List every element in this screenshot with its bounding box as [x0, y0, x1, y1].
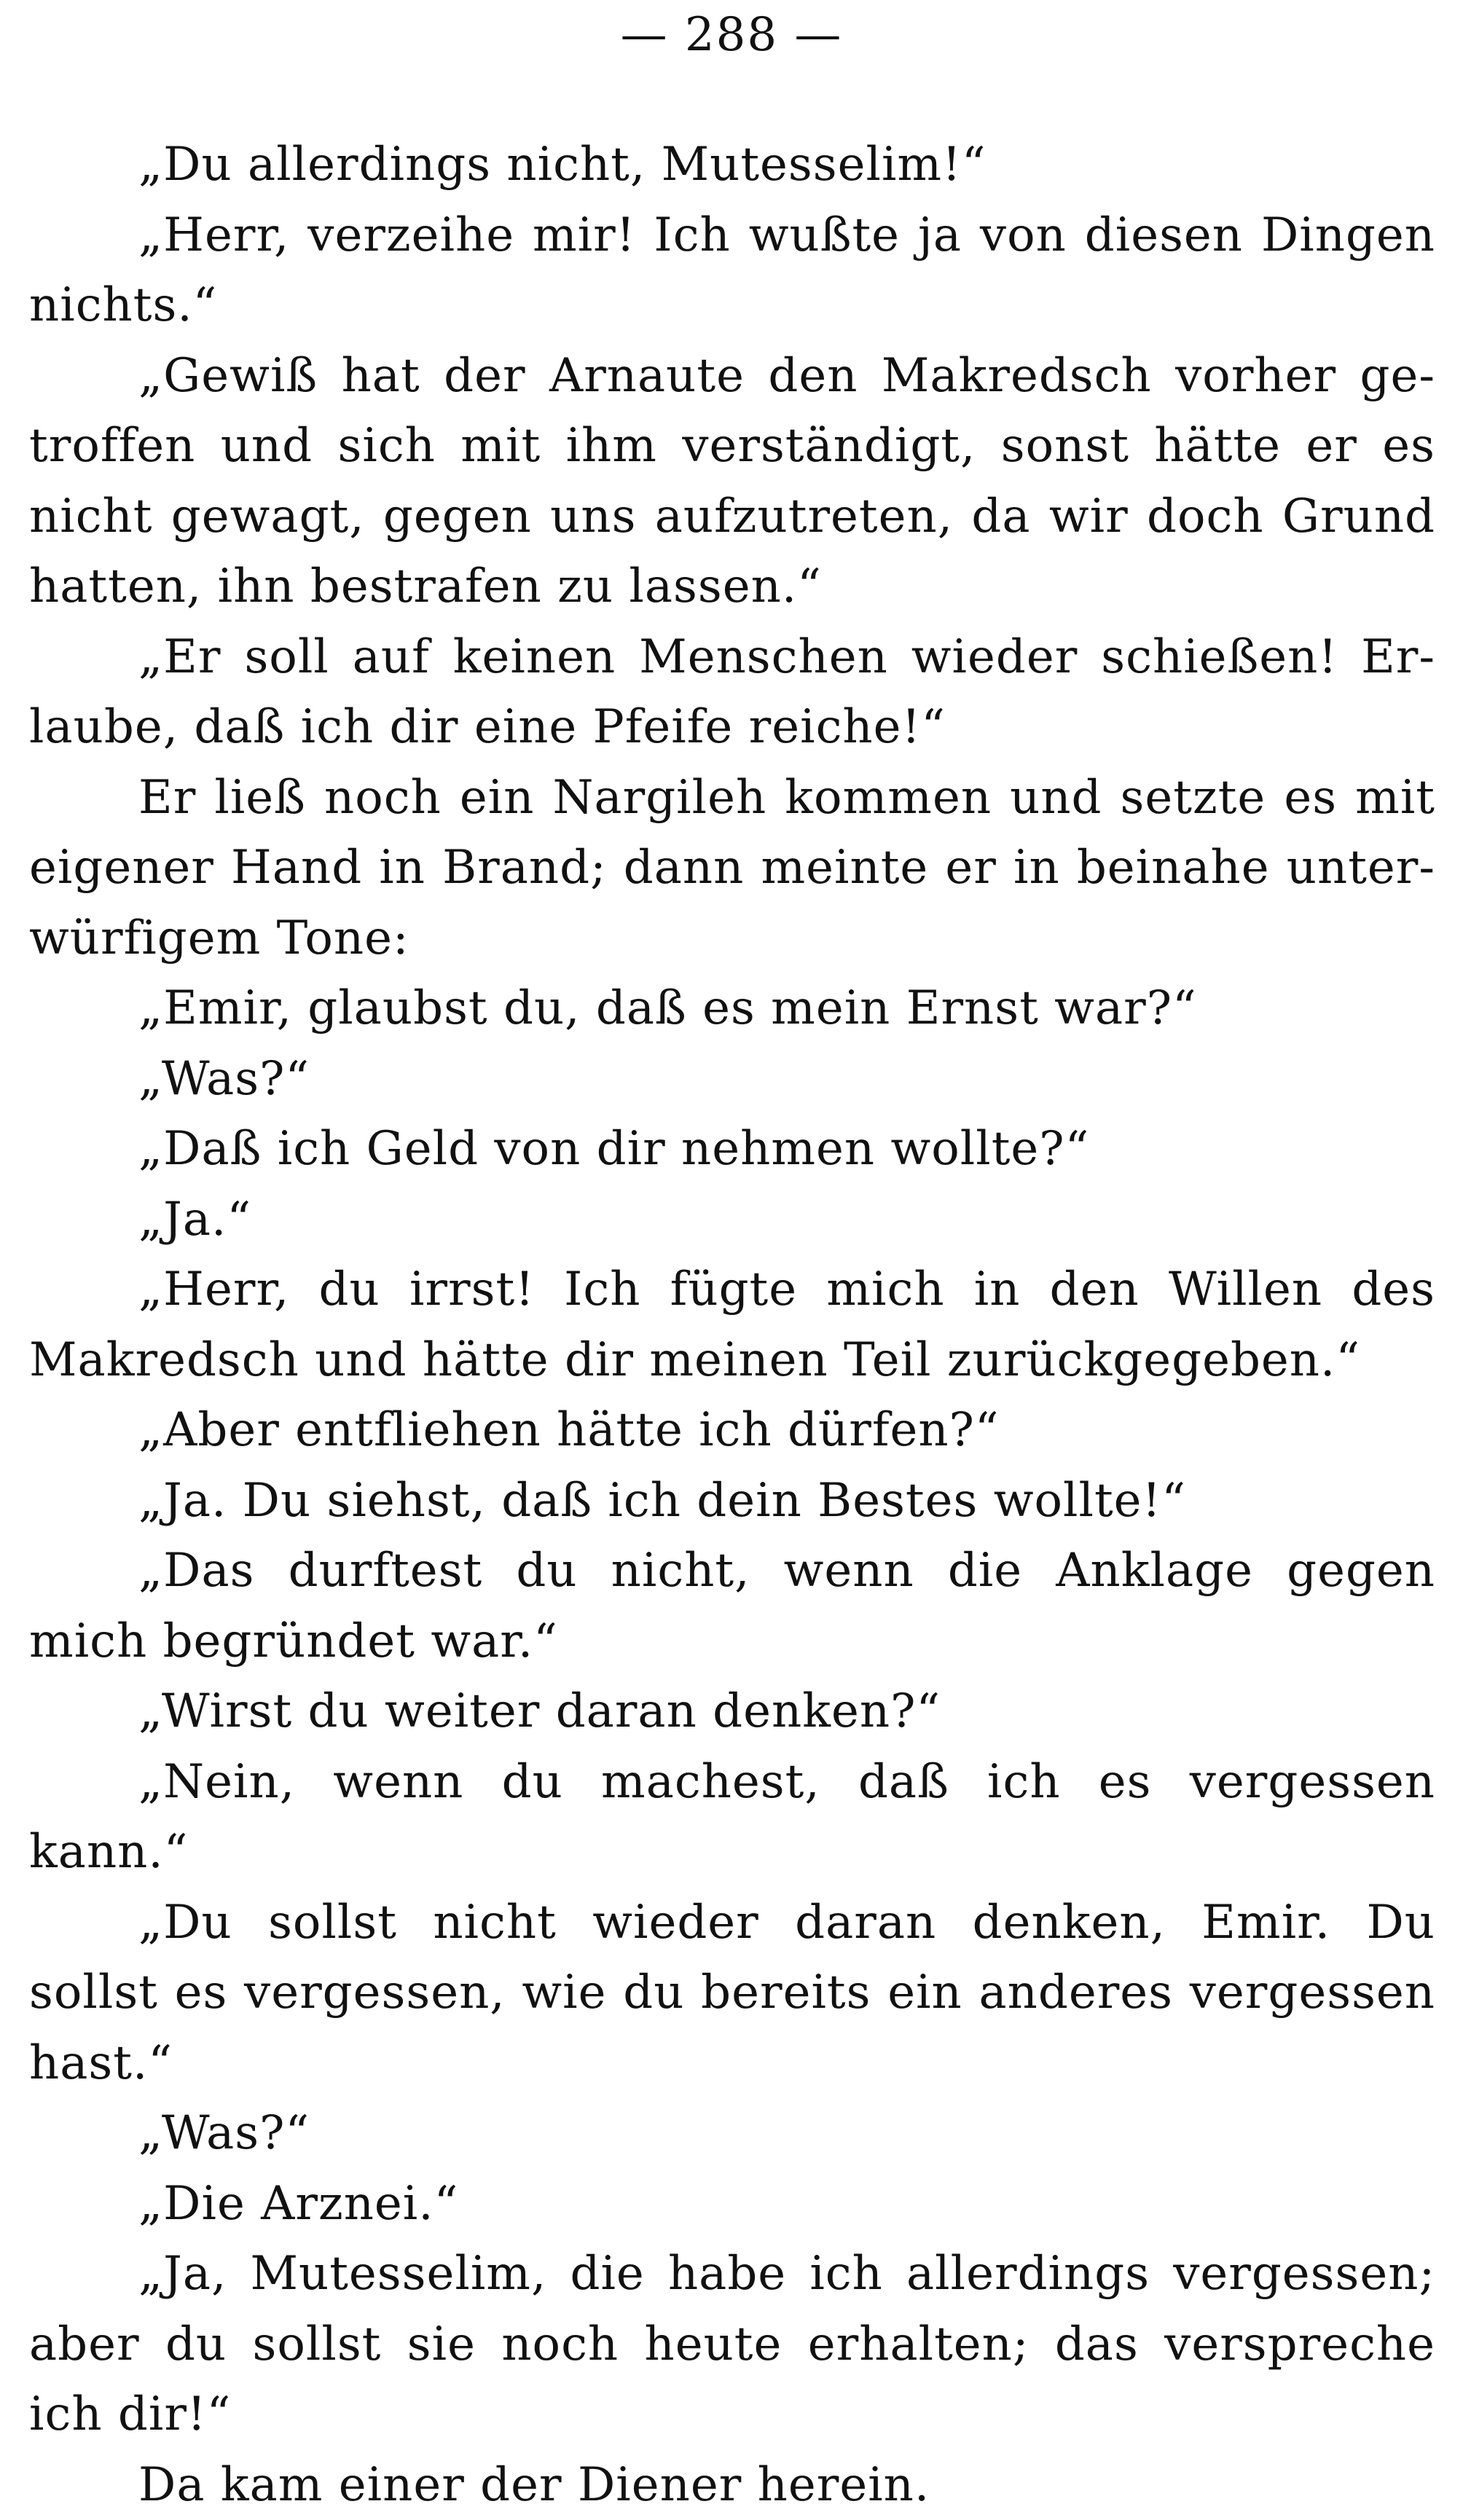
text-body [29, 130, 1435, 2520]
paragraph: Er ließ noch ein Nargileh kommen und setzte es mit eigener Hand in Brand; dann meinte er in beinahe unter-würfigem Tone: [29, 763, 1435, 974]
paragraph: „Herr, du irrst! Ich fügte mich in den Willen des Makredsch und hätte dir meinen Teil zurückgegeben.“ [29, 1255, 1435, 1395]
paragraph: „Nein, wenn du machest, daß ich es vergessen kann.“ [29, 1747, 1435, 1888]
paragraph: „Du sollst nicht wieder daran denken, Emir. Du sollst es vergessen, wie du bereits ein anderes vergessen hast.“ [29, 1888, 1435, 2099]
page-number: — 288 — [0, 6, 1463, 64]
paragraph: „Du allerdings nicht, Mutesselim!“ [29, 130, 1435, 200]
paragraph: „Was?“ [29, 1044, 1435, 1115]
paragraph: „Emir, glaubst du, daß es mein Ernst war?“ [29, 973, 1435, 1044]
paragraph: „Wirst du weiter daran denken?“ [29, 1676, 1435, 1747]
paragraph: „Das durftest du nicht, wenn die Anklage gegen mich begründet war.“ [29, 1536, 1435, 1676]
paragraph: Da kam einer der Diener herein. [29, 2450, 1435, 2520]
paragraph: „Herr, verzeihe mir! Ich wußte ja von diesen Dingen nichts.“ [29, 200, 1435, 341]
paragraph: „Ja.“ [29, 1185, 1435, 1255]
paragraph: „Ja. Du siehst, daß ich dein Bestes wollte!“ [29, 1466, 1435, 1536]
paragraph: „Die Arznei.“ [29, 2169, 1435, 2240]
paragraph: „Aber entfliehen hätte ich dürfen?“ [29, 1395, 1435, 1466]
paragraph: „Er soll auf keinen Menschen wieder schießen! Er-laube, daß ich dir eine Pfeife reiche!“ [29, 622, 1435, 763]
paragraph: „Was?“ [29, 2098, 1435, 2169]
paragraph: „Ja, Mutesselim, die habe ich allerdings vergessen; aber du sollst sie noch heute erhalten; das verspreche ich dir!“ [29, 2239, 1435, 2450]
paragraph: „Daß ich Geld von dir nehmen wollte?“ [29, 1114, 1435, 1185]
paragraph: „Gewiß hat der Arnaute den Makredsch vorher ge-troffen und sich mit ihm verständigt, sonst hätte er es nicht gewagt, gegen uns aufzutreten, da wir doch Grund hatten, ihn bestrafen zu lassen.“ [29, 341, 1435, 622]
